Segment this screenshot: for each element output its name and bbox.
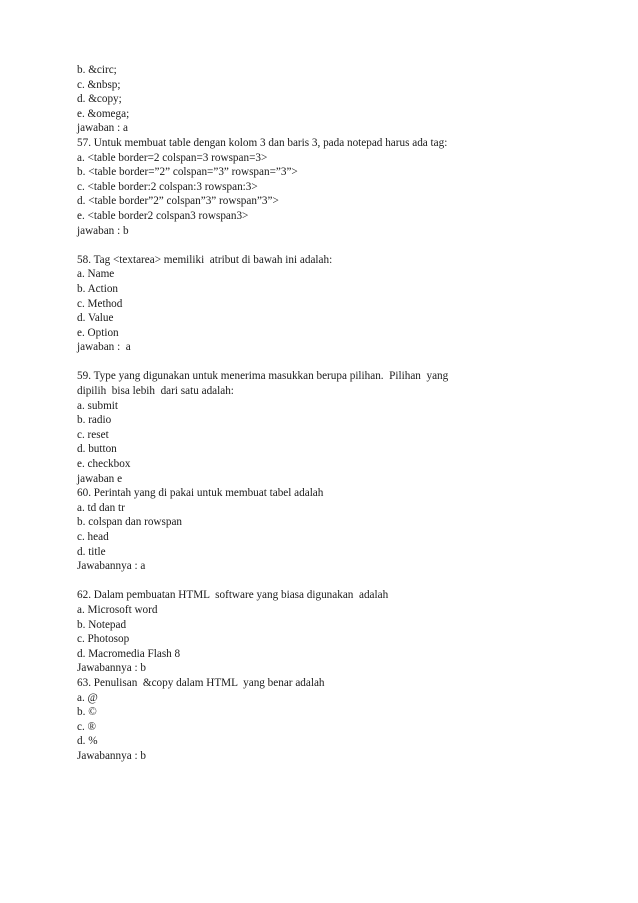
text-block [77, 136, 597, 238]
text-line: 59. Type yang digunakan untuk menerima masukkan berupa pilihan. Pilihan yang [77, 370, 449, 383]
text-line: c. <table border:2 colspan:3 rowspan:3> [77, 180, 258, 193]
text-line: b. radio [77, 414, 112, 427]
text-line: e. Option [77, 326, 119, 339]
text-line: e. checkbox [77, 458, 131, 471]
text-line: b. Action [77, 282, 119, 295]
text-block [77, 676, 597, 764]
text-line: 60. Perintah yang di pakai untuk membuat tabel adalah [77, 487, 324, 500]
text-line: b. &circ; [77, 64, 117, 76]
text-line: a. submit [77, 399, 119, 412]
text-line: jawaban e [77, 472, 123, 485]
text-line: a. Name [77, 268, 115, 281]
text-line: d. % [77, 735, 98, 748]
text-line: d. button [77, 443, 117, 456]
text-block [77, 63, 597, 136]
text-line: b. © [77, 706, 97, 719]
text-line: d. &copy; [77, 93, 122, 106]
paragraph-gap [77, 238, 597, 253]
text-line: b. <table border=”2” colspan=”3” rowspan=”3”> [77, 166, 298, 179]
text-line: a. Microsoft word [77, 603, 158, 616]
text-line: e. <table border2 colspan3 rowspan3> [77, 209, 249, 222]
text-line: c. &nbsp; [77, 78, 121, 91]
text-line: jawaban : b [77, 224, 129, 237]
text-line: e. &omega; [77, 107, 130, 120]
text-line: d. <table border”2” colspan”3” rowspan”3”> [77, 195, 279, 208]
text-line: b. colspan dan rowspan [77, 516, 183, 529]
text-line: a. <table border=2 colspan=3 rowspan=3> [77, 151, 268, 164]
text-line: d. title [77, 545, 106, 558]
text-line: 58. Tag <textarea> memiliki atribut di bawah ini adalah: [77, 253, 333, 266]
text-line: 62. Dalam pembuatan HTML software yang biasa digunakan adalah [77, 589, 389, 602]
text-block [77, 486, 597, 574]
text-line: c. Photosop [77, 633, 130, 646]
document-text [77, 63, 597, 764]
text-line: 63. Penulisan &copy dalam HTML yang benar adalah [77, 676, 325, 689]
text-line: Jawabannya : b [77, 749, 146, 762]
paragraph-gap [77, 574, 597, 589]
text-line: a. td dan tr [77, 501, 125, 514]
text-line: d. Macromedia Flash 8 [77, 647, 181, 660]
text-block [77, 253, 597, 355]
text-line: b. Notepad [77, 618, 127, 631]
text-line: 57. Untuk membuat table dengan kolom 3 dan baris 3, pada notepad harus ada tag: [77, 136, 448, 149]
text-line: jawaban : a [77, 122, 128, 135]
text-block [77, 369, 597, 486]
paragraph-gap [77, 355, 597, 370]
text-line: c. head [77, 531, 109, 543]
text-line: Jawabannya : a [77, 560, 146, 573]
text-line: c. reset [77, 428, 109, 441]
text-line: dipilih bisa lebih dari satu adalah: [77, 385, 234, 398]
text-line: a. @ [77, 691, 98, 704]
text-block [77, 588, 597, 676]
text-line: d. Value [77, 312, 114, 325]
text-line: jawaban : a [77, 341, 131, 354]
text-line: Jawabannya : b [77, 662, 146, 675]
text-line: c. ® [77, 720, 97, 733]
text-line: c. Method [77, 297, 123, 310]
